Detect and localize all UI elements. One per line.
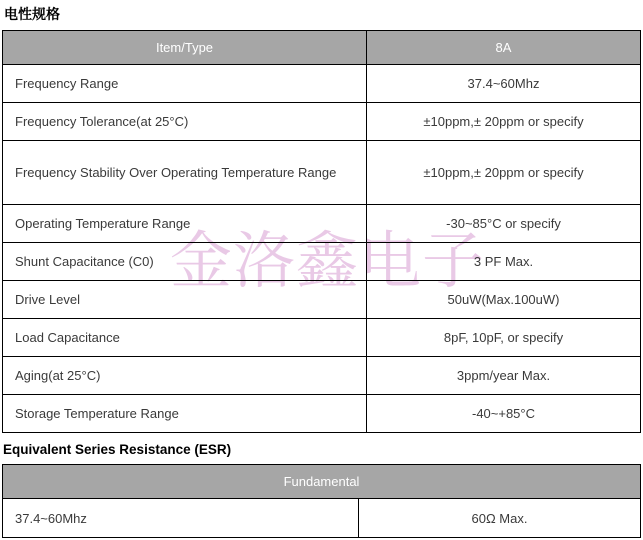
- table-row: [3, 395, 641, 433]
- column-header-fundamental: Fundamental: [3, 465, 641, 499]
- electrical-spec-table: [2, 30, 641, 433]
- spec-item-label: Aging(at 25°C): [3, 357, 367, 395]
- esr-table-header-row: [3, 465, 641, 499]
- spec-item-value: ±10ppm,± 20ppm or specify: [367, 141, 641, 205]
- esr-frequency-range: 37.4~60Mhz: [3, 499, 359, 538]
- spec-item-label: Frequency Tolerance(at 25°C): [3, 103, 367, 141]
- spec-item-value: 3 PF Max.: [367, 243, 641, 281]
- spec-item-value: 37.4~60Mhz: [367, 65, 641, 103]
- table-row: [3, 319, 641, 357]
- page-title: 电性规格: [4, 6, 60, 22]
- spec-item-label: Drive Level: [3, 281, 367, 319]
- spec-item-label: Frequency Range: [3, 65, 367, 103]
- spec-item-value: -40~+85°C: [367, 395, 641, 433]
- esr-section-heading: Equivalent Series Resistance (ESR): [3, 442, 232, 457]
- spec-item-value: 8pF, 10pF, or specify: [367, 319, 641, 357]
- spec-item-label: Frequency Stability Over Operating Temperature Range: [3, 141, 367, 205]
- table-row: [3, 243, 641, 281]
- esr-value: 60Ω Max.: [359, 499, 641, 538]
- esr-table: [2, 464, 641, 538]
- table-row: [3, 65, 641, 103]
- table-row: [3, 141, 641, 205]
- spec-item-value: -30~85°C or specify: [367, 205, 641, 243]
- table-row: [3, 281, 641, 319]
- column-header-item-type: Item/Type: [3, 31, 367, 65]
- spec-item-label: Load Capacitance: [3, 319, 367, 357]
- table-row: [3, 357, 641, 395]
- spec-item-value: 3ppm/year Max.: [367, 357, 641, 395]
- spec-item-label: Shunt Capacitance (C0): [3, 243, 367, 281]
- column-header-model: 8A: [367, 31, 641, 65]
- spec-item-value: 50uW(Max.100uW): [367, 281, 641, 319]
- spec-table-header-row: [3, 31, 641, 65]
- table-row: [3, 205, 641, 243]
- spec-item-value: ±10ppm,± 20ppm or specify: [367, 103, 641, 141]
- spec-item-label: Operating Temperature Range: [3, 205, 367, 243]
- table-row: [3, 499, 641, 538]
- company-watermark: 金洛鑫电子: [170, 227, 486, 296]
- table-row: [3, 103, 641, 141]
- spec-item-label: Storage Temperature Range: [3, 395, 367, 433]
